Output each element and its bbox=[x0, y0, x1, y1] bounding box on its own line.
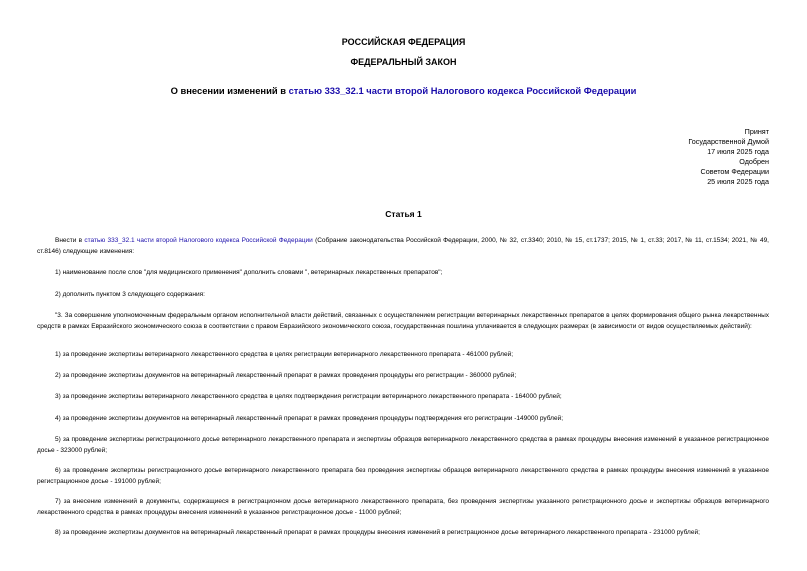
paragraph: 3) за проведение экспертизы ветеринарного лекарственного средства в целях подтверждения регистрации ветеринарного лекарственного препарата - 164000 рублей; bbox=[55, 393, 562, 400]
paragraph: 6) за проведение экспертизы регистрационного досье ветеринарного лекарственного препарата без проведения экспертизы образцов ветеринарного лекарственного средства в рамках процедуры внесения изменений в указанное регистрационное досье - 191000 рублей; bbox=[37, 467, 769, 485]
acceptance-block bbox=[688, 127, 769, 188]
paragraph: 7) за внесение изменений в документы, содержащиеся в регистрационном досье ветеринарного лекарственного препарата, без проведения экспертизы указанного регистрационного досье и экспертизы образцов ветеринарного лекарственного средства в рамках процедуры внесения изменений в указанное регистрационное досье - 11000 рублей; bbox=[37, 498, 769, 516]
paragraph: 1) за проведение экспертизы ветеринарного лекарственного средства в целях регистрации ветеринарного лекарственного препарата - 461000 рублей; bbox=[55, 351, 514, 358]
law-title-prefix: О внесении изменений в bbox=[170, 85, 289, 96]
law-title bbox=[0, 85, 807, 96]
intro-prefix: Внести в bbox=[55, 237, 85, 244]
paragraph: 2) за проведение экспертизы документов на ветеринарный лекарственный препарат в рамках проведения процедуры его регистрации - 360000 рублей; bbox=[55, 372, 517, 379]
paragraph: 1) наименование после слов "для медицинского применения" дополнить словами ", ветеринарных лекарственных препаратов"; bbox=[55, 269, 443, 276]
law-title-link[interactable]: статью 333_32.1 части второй Налогового кодекса Российской Федерации bbox=[288, 85, 637, 96]
paragraph: 4) за проведение экспертизы документов на ветеринарный лекарственный препарат в рамках проведения процедуры подтверждения его регистрации -149000 рублей; bbox=[55, 415, 564, 422]
paragraph: "3. За совершение уполномоченным федеральным органом исполнительной власти действий, связанных с осуществлением регистрации ветеринарных лекарственных препаратов в целях формирования общего рынка лекарственных средств в рамках Евразийского экономического союза в соответствии с правом Евразийского экономического союза, государственная пошлина уплачивается в следующих размерах (в зависимости от видов осуществляемых действий): bbox=[37, 312, 769, 330]
law-type-heading: ФЕДЕРАЛЬНЫЙ ЗАКОН bbox=[350, 57, 457, 67]
acceptance-line: Советом Федерации bbox=[700, 167, 769, 177]
acceptance-line: 25 июля 2025 года bbox=[707, 177, 769, 187]
acceptance-line: Принят bbox=[744, 127, 769, 136]
acceptance-line: Одобрен bbox=[739, 157, 769, 167]
intro-paragraph bbox=[37, 236, 769, 257]
acceptance-line: 17 июля 2025 года bbox=[707, 147, 769, 157]
intro-link[interactable]: статью 333_32.1 части второй Налогового кодекса Российской Федерации bbox=[84, 237, 313, 244]
paragraph: 5) за проведение экспертизы регистрационного досье ветеринарного лекарственного препарата и экспертизы образцов ветеринарного лекарственного средства в рамках процедуры внесения изменений в указанное регистрационное досье - 323000 рублей; bbox=[37, 436, 769, 454]
intro-suffix: (Собрание законодательства Российской Федерации, 2000, № 32, ст.3340; 2010, № 15, ст.1737; 2015, № 1, ст.33; 2017, № 11, ст.1534; 2021, № 49, ст.8146) следующие изменения: bbox=[37, 237, 769, 255]
acceptance-line: Государственной Думой bbox=[688, 137, 769, 147]
paragraph: 8) за проведение экспертизы документов на ветеринарный лекарственный препарат в рамках процедуры внесения изменений в регистрационное досье ветеринарного лекарственного препарата - 231000 рублей; bbox=[55, 529, 700, 536]
country-heading: РОССИЙСКАЯ ФЕДЕРАЦИЯ bbox=[341, 37, 466, 47]
paragraph: 2) дополнить пунктом 3 следующего содержания: bbox=[55, 291, 205, 298]
article-title: Статья 1 bbox=[385, 209, 422, 219]
